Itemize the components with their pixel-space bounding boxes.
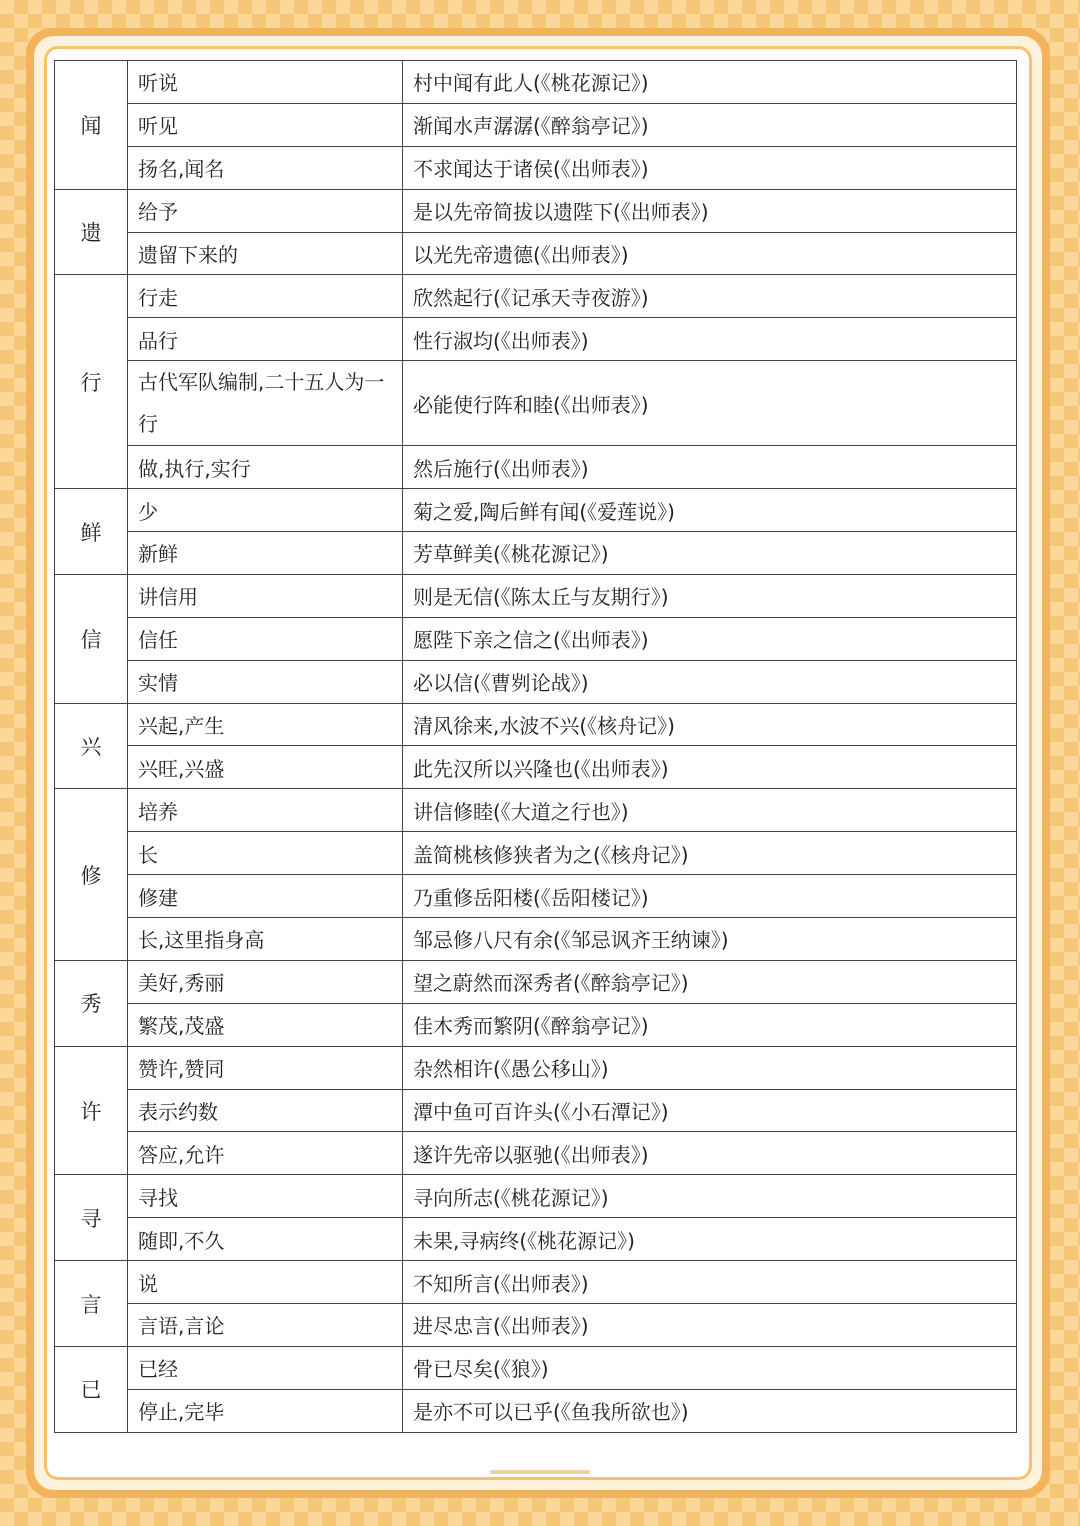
head-character: 遗 — [55, 189, 128, 275]
meaning-cell: 行走 — [128, 275, 403, 318]
table-row — [55, 617, 1017, 660]
example-sentence-cell: 是亦不可以已乎(《鱼我所欲也》) — [403, 1389, 1017, 1432]
head-character: 寻 — [55, 1175, 128, 1261]
example-sentence-cell: 渐闻水声潺潺(《醉翁亭记》) — [403, 103, 1017, 146]
meaning-cell: 修建 — [128, 875, 403, 918]
meaning-cell: 长 — [128, 832, 403, 875]
meaning-cell: 遗留下来的 — [128, 232, 403, 275]
meaning-cell: 听说 — [128, 61, 403, 104]
head-character: 兴 — [55, 703, 128, 789]
table-row — [55, 61, 1017, 104]
table-row — [55, 832, 1017, 875]
meaning-cell: 随即,不久 — [128, 1218, 403, 1261]
example-sentence-cell: 芳草鲜美(《桃花源记》) — [403, 532, 1017, 575]
table-row — [55, 1218, 1017, 1261]
example-sentence-cell: 不求闻达于诸侯(《出师表》) — [403, 146, 1017, 189]
example-sentence-cell: 愿陛下亲之信之(《出师表》) — [403, 617, 1017, 660]
table-row — [55, 146, 1017, 189]
table-row — [55, 789, 1017, 832]
table-row — [55, 918, 1017, 961]
table-row — [55, 318, 1017, 361]
meaning-cell: 长,这里指身高 — [128, 918, 403, 961]
example-sentence-cell: 然后施行(《出师表》) — [403, 446, 1017, 489]
meaning-cell: 少 — [128, 489, 403, 532]
example-sentence-cell: 欣然起行(《记承天寺夜游》) — [403, 275, 1017, 318]
example-sentence-cell: 必能使行阵和睦(《出师表》) — [403, 361, 1017, 446]
head-character: 修 — [55, 789, 128, 961]
meaning-cell: 品行 — [128, 318, 403, 361]
head-character: 闻 — [55, 61, 128, 190]
example-sentence-cell: 乃重修岳阳楼(《岳阳楼记》) — [403, 875, 1017, 918]
head-character: 秀 — [55, 960, 128, 1046]
table-row — [55, 1304, 1017, 1347]
table-row — [55, 960, 1017, 1003]
meaning-cell: 古代军队编制,二十五人为一行 — [128, 361, 403, 446]
meaning-cell: 停止,完毕 — [128, 1389, 403, 1432]
example-sentence-cell: 寻向所志(《桃花源记》) — [403, 1175, 1017, 1218]
meaning-cell: 答应,允许 — [128, 1132, 403, 1175]
table-row — [55, 489, 1017, 532]
meaning-cell: 说 — [128, 1261, 403, 1304]
meaning-cell: 扬名,闻名 — [128, 146, 403, 189]
table-row — [55, 1175, 1017, 1218]
table-row — [55, 1346, 1017, 1389]
table-row — [55, 1261, 1017, 1304]
meaning-cell: 新鲜 — [128, 532, 403, 575]
meaning-cell: 表示约数 — [128, 1089, 403, 1132]
meaning-cell: 培养 — [128, 789, 403, 832]
example-sentence-cell: 清风徐来,水波不兴(《核舟记》) — [403, 703, 1017, 746]
head-character: 许 — [55, 1046, 128, 1175]
table-row — [55, 1046, 1017, 1089]
meaning-cell: 赞许,赞同 — [128, 1046, 403, 1089]
head-character: 言 — [55, 1261, 128, 1347]
example-sentence-cell: 不知所言(《出师表》) — [403, 1261, 1017, 1304]
example-sentence-cell: 杂然相许(《愚公移山》) — [403, 1046, 1017, 1089]
table-row — [55, 660, 1017, 703]
table-row — [55, 875, 1017, 918]
meaning-cell: 寻找 — [128, 1175, 403, 1218]
table-row — [55, 1132, 1017, 1175]
example-sentence-cell: 是以先帝简拔以遗陛下(《出师表》) — [403, 189, 1017, 232]
meaning-cell: 兴旺,兴盛 — [128, 746, 403, 789]
vocabulary-table — [54, 60, 1017, 1433]
table-row — [55, 1003, 1017, 1046]
table-row — [55, 1389, 1017, 1432]
example-sentence-cell: 盖简桃核修狭者为之(《核舟记》) — [403, 832, 1017, 875]
table-row — [55, 446, 1017, 489]
example-sentence-cell: 邹忌修八尺有余(《邹忌讽齐王纳谏》) — [403, 918, 1017, 961]
example-sentence-cell: 讲信修睦(《大道之行也》) — [403, 789, 1017, 832]
example-sentence-cell: 潭中鱼可百许头(《小石潭记》) — [403, 1089, 1017, 1132]
table-row — [55, 103, 1017, 146]
example-sentence-cell: 菊之爱,陶后鲜有闻(《爱莲说》) — [403, 489, 1017, 532]
vocabulary-table-body — [55, 61, 1017, 1433]
meaning-cell: 实情 — [128, 660, 403, 703]
example-sentence-cell: 以光先帝遗德(《出师表》) — [403, 232, 1017, 275]
example-sentence-cell: 村中闻有此人(《桃花源记》) — [403, 61, 1017, 104]
table-row — [55, 275, 1017, 318]
example-sentence-cell: 佳木秀而繁阴(《醉翁亭记》) — [403, 1003, 1017, 1046]
table-row — [55, 703, 1017, 746]
example-sentence-cell: 性行淑均(《出师表》) — [403, 318, 1017, 361]
page-bottom-divider — [490, 1470, 590, 1474]
meaning-cell: 做,执行,实行 — [128, 446, 403, 489]
meaning-cell: 讲信用 — [128, 574, 403, 617]
table-row — [55, 189, 1017, 232]
example-sentence-cell: 未果,寻病终(《桃花源记》) — [403, 1218, 1017, 1261]
table-row — [55, 361, 1017, 446]
meaning-cell: 给予 — [128, 189, 403, 232]
table-row — [55, 232, 1017, 275]
meaning-cell: 兴起,产生 — [128, 703, 403, 746]
table-row — [55, 574, 1017, 617]
table-row — [55, 532, 1017, 575]
example-sentence-cell: 进尽忠言(《出师表》) — [403, 1304, 1017, 1347]
head-character: 鲜 — [55, 489, 128, 575]
meaning-cell: 言语,言论 — [128, 1304, 403, 1347]
meaning-cell: 信任 — [128, 617, 403, 660]
table-row — [55, 746, 1017, 789]
head-character: 已 — [55, 1346, 128, 1432]
example-sentence-cell: 则是无信(《陈太丘与友期行》) — [403, 574, 1017, 617]
meaning-cell: 美好,秀丽 — [128, 960, 403, 1003]
example-sentence-cell: 遂许先帝以驱驰(《出师表》) — [403, 1132, 1017, 1175]
head-character: 行 — [55, 275, 128, 489]
example-sentence-cell: 骨已尽矣(《狼》) — [403, 1346, 1017, 1389]
example-sentence-cell: 望之蔚然而深秀者(《醉翁亭记》) — [403, 960, 1017, 1003]
head-character: 信 — [55, 574, 128, 703]
example-sentence-cell: 必以信(《曹刿论战》) — [403, 660, 1017, 703]
example-sentence-cell: 此先汉所以兴隆也(《出师表》) — [403, 746, 1017, 789]
meaning-cell: 听见 — [128, 103, 403, 146]
meaning-cell: 已经 — [128, 1346, 403, 1389]
meaning-cell: 繁茂,茂盛 — [128, 1003, 403, 1046]
table-row — [55, 1089, 1017, 1132]
